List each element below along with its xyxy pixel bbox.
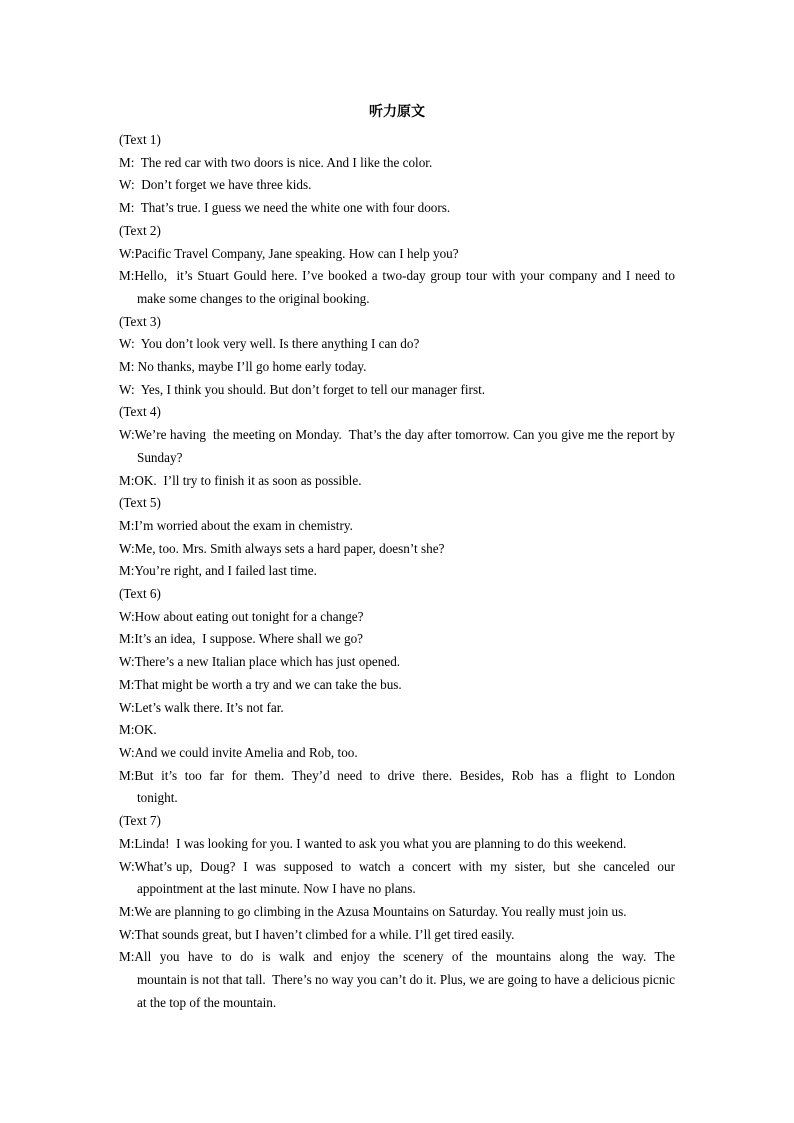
dialogue-line: W:Pacific Travel Company, Jane speaking. How can I help you? [119,245,459,261]
section-label: (Text 3) [119,313,161,329]
section-label: (Text 1) [119,132,161,147]
dialogue-line: M:Hello, it’s Stuart Gould here. I’ve booked a two-day group tour with your company and I need to make some changes to the original booking. [119,268,679,306]
section-label: (Text 6) [119,586,161,602]
document-page [119,100,679,1014]
dialogue-line: M:I’m worried about the exam in chemistry. [119,517,353,533]
section-label: (Text 2) [119,222,161,238]
dialogue-line: W: Don’t forget we have three kids. [119,177,312,193]
section-label: (Text 7) [119,813,161,829]
dialogue-line: M:But it’s too far for them. They’d need to drive there. Besides, Rob has a flight to London tonight. [119,767,679,806]
dialogue-line: M: The red car with two doors is nice. And I like the color. [119,154,433,170]
transcript-body [119,129,679,1014]
dialogue-line: W:Let’s walk there. It’s not far. [119,699,284,715]
dialogue-line: M: No thanks, maybe I’ll go home early today. [119,359,367,375]
section-label: (Text 5) [119,495,161,511]
dialogue-line: W:Me, too. Mrs. Smith always sets a hard paper, doesn’t she? [119,540,445,556]
dialogue-line: M:That might be worth a try and we can take the bus. [119,676,402,692]
dialogue-line: W:And we could invite Amelia and Rob, too. [119,744,358,760]
dialogue-line: W:We’re having the meeting on Monday. That’s the day after tomorrow. Can you give me the report by Sunday? [119,427,679,465]
dialogue-line: M:We are planning to go climbing in the Azusa Mountains on Saturday. You really must join us. [119,903,627,919]
dialogue-line: W: Yes, I think you should. But don’t forget to tell our manager first. [119,381,486,397]
dialogue-line: M:All you have to do is walk and enjoy the scenery of the mountains along the way. The mountain is not that tall. There’s no way you can’t do it. Plus, we are going to have a delicious picnic at the top of the mountain. [119,949,679,1010]
dialogue-line: M:It’s an idea, I suppose. Where shall we go? [119,631,364,647]
dialogue-line: M:OK. [119,722,157,738]
dialogue-line: M: That’s true. I guess we need the white one with four doors. [119,200,451,216]
dialogue-line: M:You’re right, and I failed last time. [119,563,317,579]
section-label: (Text 4) [119,404,161,420]
dialogue-line: W: You don’t look very well. Is there anything I can do? [119,336,420,352]
document-title: 听力原文 [369,104,425,120]
dialogue-line: W:That sounds great, but I haven’t climbed for a while. I’ll get tired easily. [119,926,515,942]
dialogue-line: M:OK. I’ll try to finish it as soon as possible. [119,472,362,488]
dialogue-line: M:Linda! I was looking for you. I wanted to ask you what you are planning to do this weekend. [119,835,627,851]
dialogue-line: W:How about eating out tonight for a change? [119,608,364,624]
dialogue-line: W:There’s a new Italian place which has just opened. [119,654,401,670]
dialogue-line: W:What’s up, Doug? I was supposed to watch a concert with my sister, but she canceled our appointment at the last minute. Now I have no plans. [119,858,679,897]
